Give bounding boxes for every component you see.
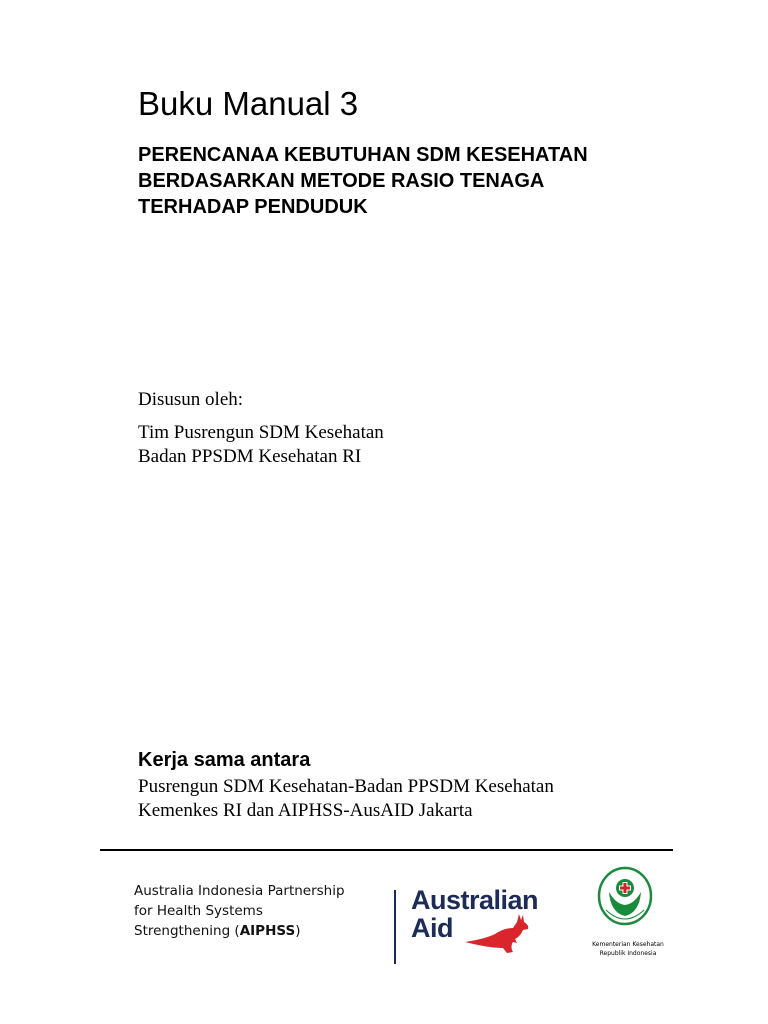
kemenkes-caption — [576, 940, 680, 958]
collaboration-line: Pusrengun SDM Kesehatan-Badan PPSDM Kesehatan — [138, 776, 554, 797]
aiphss-line — [134, 921, 345, 941]
authors-label: Disusun oleh: — [138, 389, 244, 410]
aiphss-line: for Health Systems — [134, 903, 263, 919]
subtitle-line: BERDASARKAN METODE RASIO TENAGA — [138, 170, 545, 192]
kemenkes-logo-icon — [596, 866, 654, 928]
collaboration-heading: Kerja sama antara — [138, 749, 311, 771]
collaboration-line: Kemenkes RI dan AIPHSS-AusAID Jakarta — [138, 800, 473, 821]
aiphss-text — [134, 881, 345, 941]
kangaroo-icon — [463, 912, 539, 956]
aiphss-acronym: AIPHSS — [239, 923, 296, 939]
australian-aid-divider — [394, 890, 396, 964]
subtitle-line: PERENCANAA KEBUTUHAN SDM KESEHATAN — [138, 144, 588, 166]
author-line: Tim Pusrengun SDM Kesehatan — [138, 422, 384, 443]
australian-aid-word: Aid — [411, 913, 453, 943]
footer-divider — [100, 849, 673, 851]
collaboration-block — [138, 775, 554, 823]
aiphss-suffix: ) — [295, 923, 301, 939]
kemenkes-caption-line: Kementerian Kesehatan — [592, 941, 664, 948]
subtitle-line: TERHADAP PENDUDUK — [138, 196, 368, 218]
author-line: Badan PPSDM Kesehatan RI — [138, 446, 362, 467]
authors-block — [138, 421, 384, 469]
aiphss-line: Australia Indonesia Partnership — [134, 883, 345, 899]
aiphss-prefix: Strengthening ( — [134, 923, 240, 939]
document-subtitle — [138, 142, 698, 220]
australian-aid-word: Australian — [411, 885, 539, 915]
kemenkes-caption-line: Republik Indonesia — [599, 950, 657, 957]
document-title: Buku Manual 3 — [138, 85, 359, 122]
